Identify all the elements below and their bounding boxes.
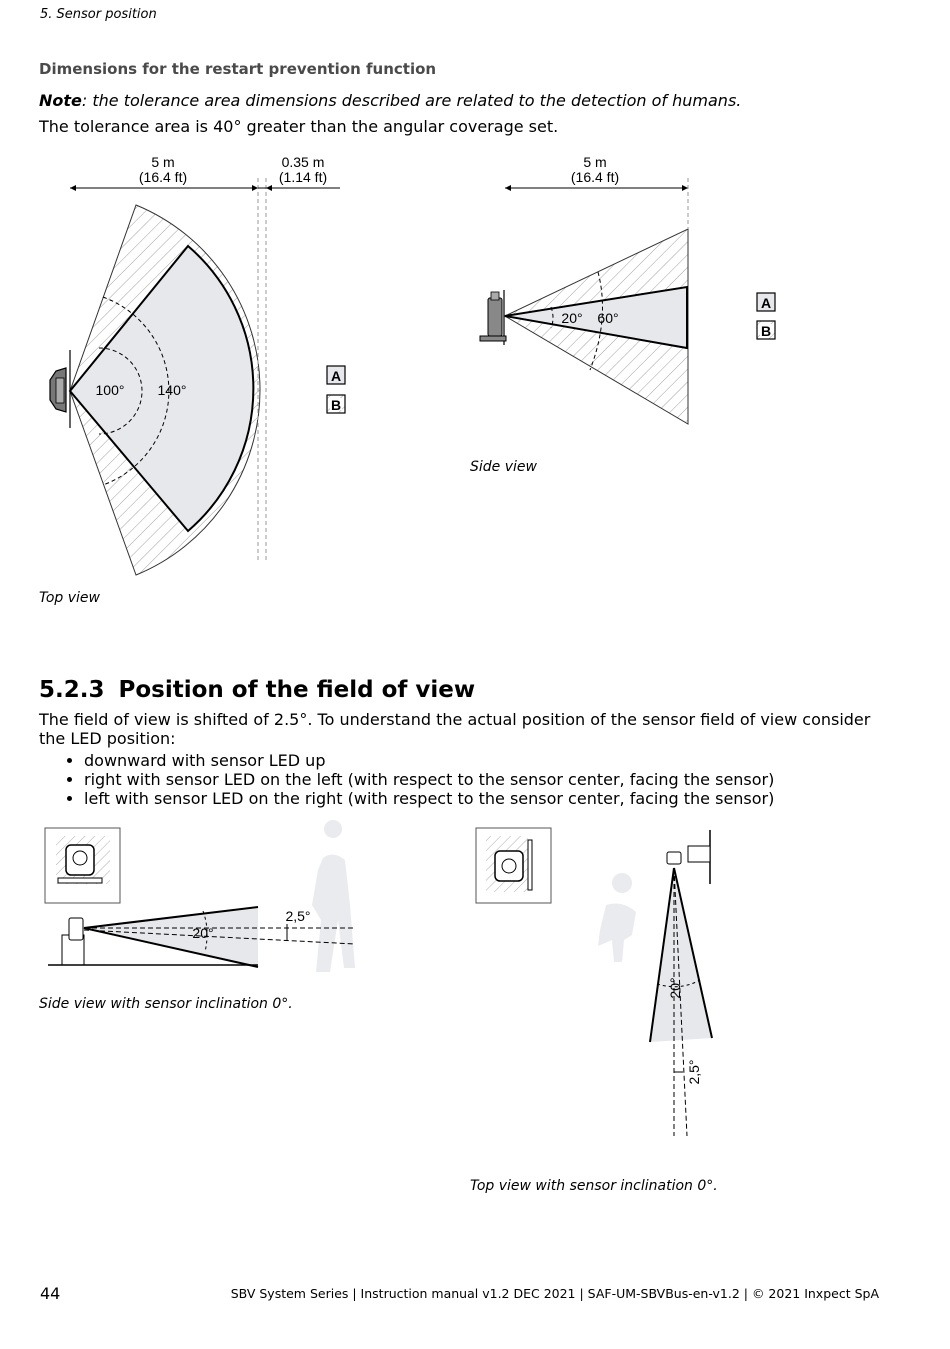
side-dim-m: 5 m	[583, 154, 607, 170]
top-view-caption: Top view	[39, 590, 100, 606]
side-angle-inner: 20°	[561, 310, 583, 326]
section-heading	[39, 677, 475, 703]
side-legend-b: B	[760, 323, 772, 339]
fov-side-shift: 2,5°	[285, 908, 311, 924]
header-section: 5. Sensor position	[40, 7, 157, 22]
fov-bullet-list	[60, 751, 774, 808]
fov-side-caption: Side view with sensor inclination 0°.	[39, 996, 293, 1012]
human-silhouette	[312, 820, 355, 972]
fov-intro: The field of view is shifted of 2.5°. To understand the actual position of the sensor field of view consider the LED position:	[39, 710, 871, 748]
fov-top-caption: Top view with sensor inclination 0°.	[470, 1178, 718, 1194]
side-angle-outer: 60°	[597, 310, 619, 326]
list-item: • left with sensor LED on the right (with respect to the sensor center, facing the sensor)	[84, 789, 774, 808]
top-view-diagram	[40, 150, 400, 590]
note-label: Note	[39, 91, 82, 110]
fov-top-diagram	[470, 825, 750, 1145]
section-number: 5.2.3	[39, 677, 105, 703]
page-number: 44	[40, 1284, 61, 1303]
side-legend-a: A	[760, 295, 772, 311]
fov-side-diagram	[40, 825, 370, 975]
human-top-silhouette	[598, 873, 636, 962]
list-item: • right with sensor LED on the left (with respect to the sensor center, facing the sensor)	[84, 770, 774, 789]
note-text: : the tolerance area dimensions described are related to the detection of humans.	[81, 91, 742, 110]
note-line	[39, 91, 741, 110]
side-sensor-icon	[480, 292, 506, 341]
side-dim-ft: (16.4 ft)	[570, 169, 620, 185]
top-dim-main-m: 5 m	[151, 154, 175, 170]
top-legend-a: A	[330, 368, 342, 384]
top-dim-tol-m: 0.35 m	[281, 154, 325, 170]
top-angle-inner: 100°	[95, 382, 125, 398]
fov-top-shift: 2,5°	[686, 1059, 702, 1085]
side-view-caption: Side view	[470, 459, 537, 475]
footer-text: SBV System Series | Instruction manual v1.2 DEC 2021 | SAF-UM-SBVBus-en-v1.2 | © 2021 Inxpect SpA	[230, 1286, 879, 1301]
top-dim-tol-ft: (1.14 ft)	[278, 169, 328, 185]
top-dim-main-ft: (16.4 ft)	[138, 169, 188, 185]
side-view-diagram	[470, 150, 810, 440]
fov-side-angle: 20°	[192, 925, 214, 941]
top-angle-outer: 140°	[157, 382, 187, 398]
list-item: • downward with sensor LED up	[84, 751, 774, 770]
top-legend-b: B	[330, 397, 342, 413]
tolerance-text: The tolerance area is 40° greater than the angular coverage set.	[39, 117, 559, 136]
fov-top-angle: 20°	[667, 977, 683, 999]
section-title: Position of the field of view	[118, 677, 476, 703]
subheading-restart-prevention: Dimensions for the restart prevention function	[39, 60, 437, 78]
